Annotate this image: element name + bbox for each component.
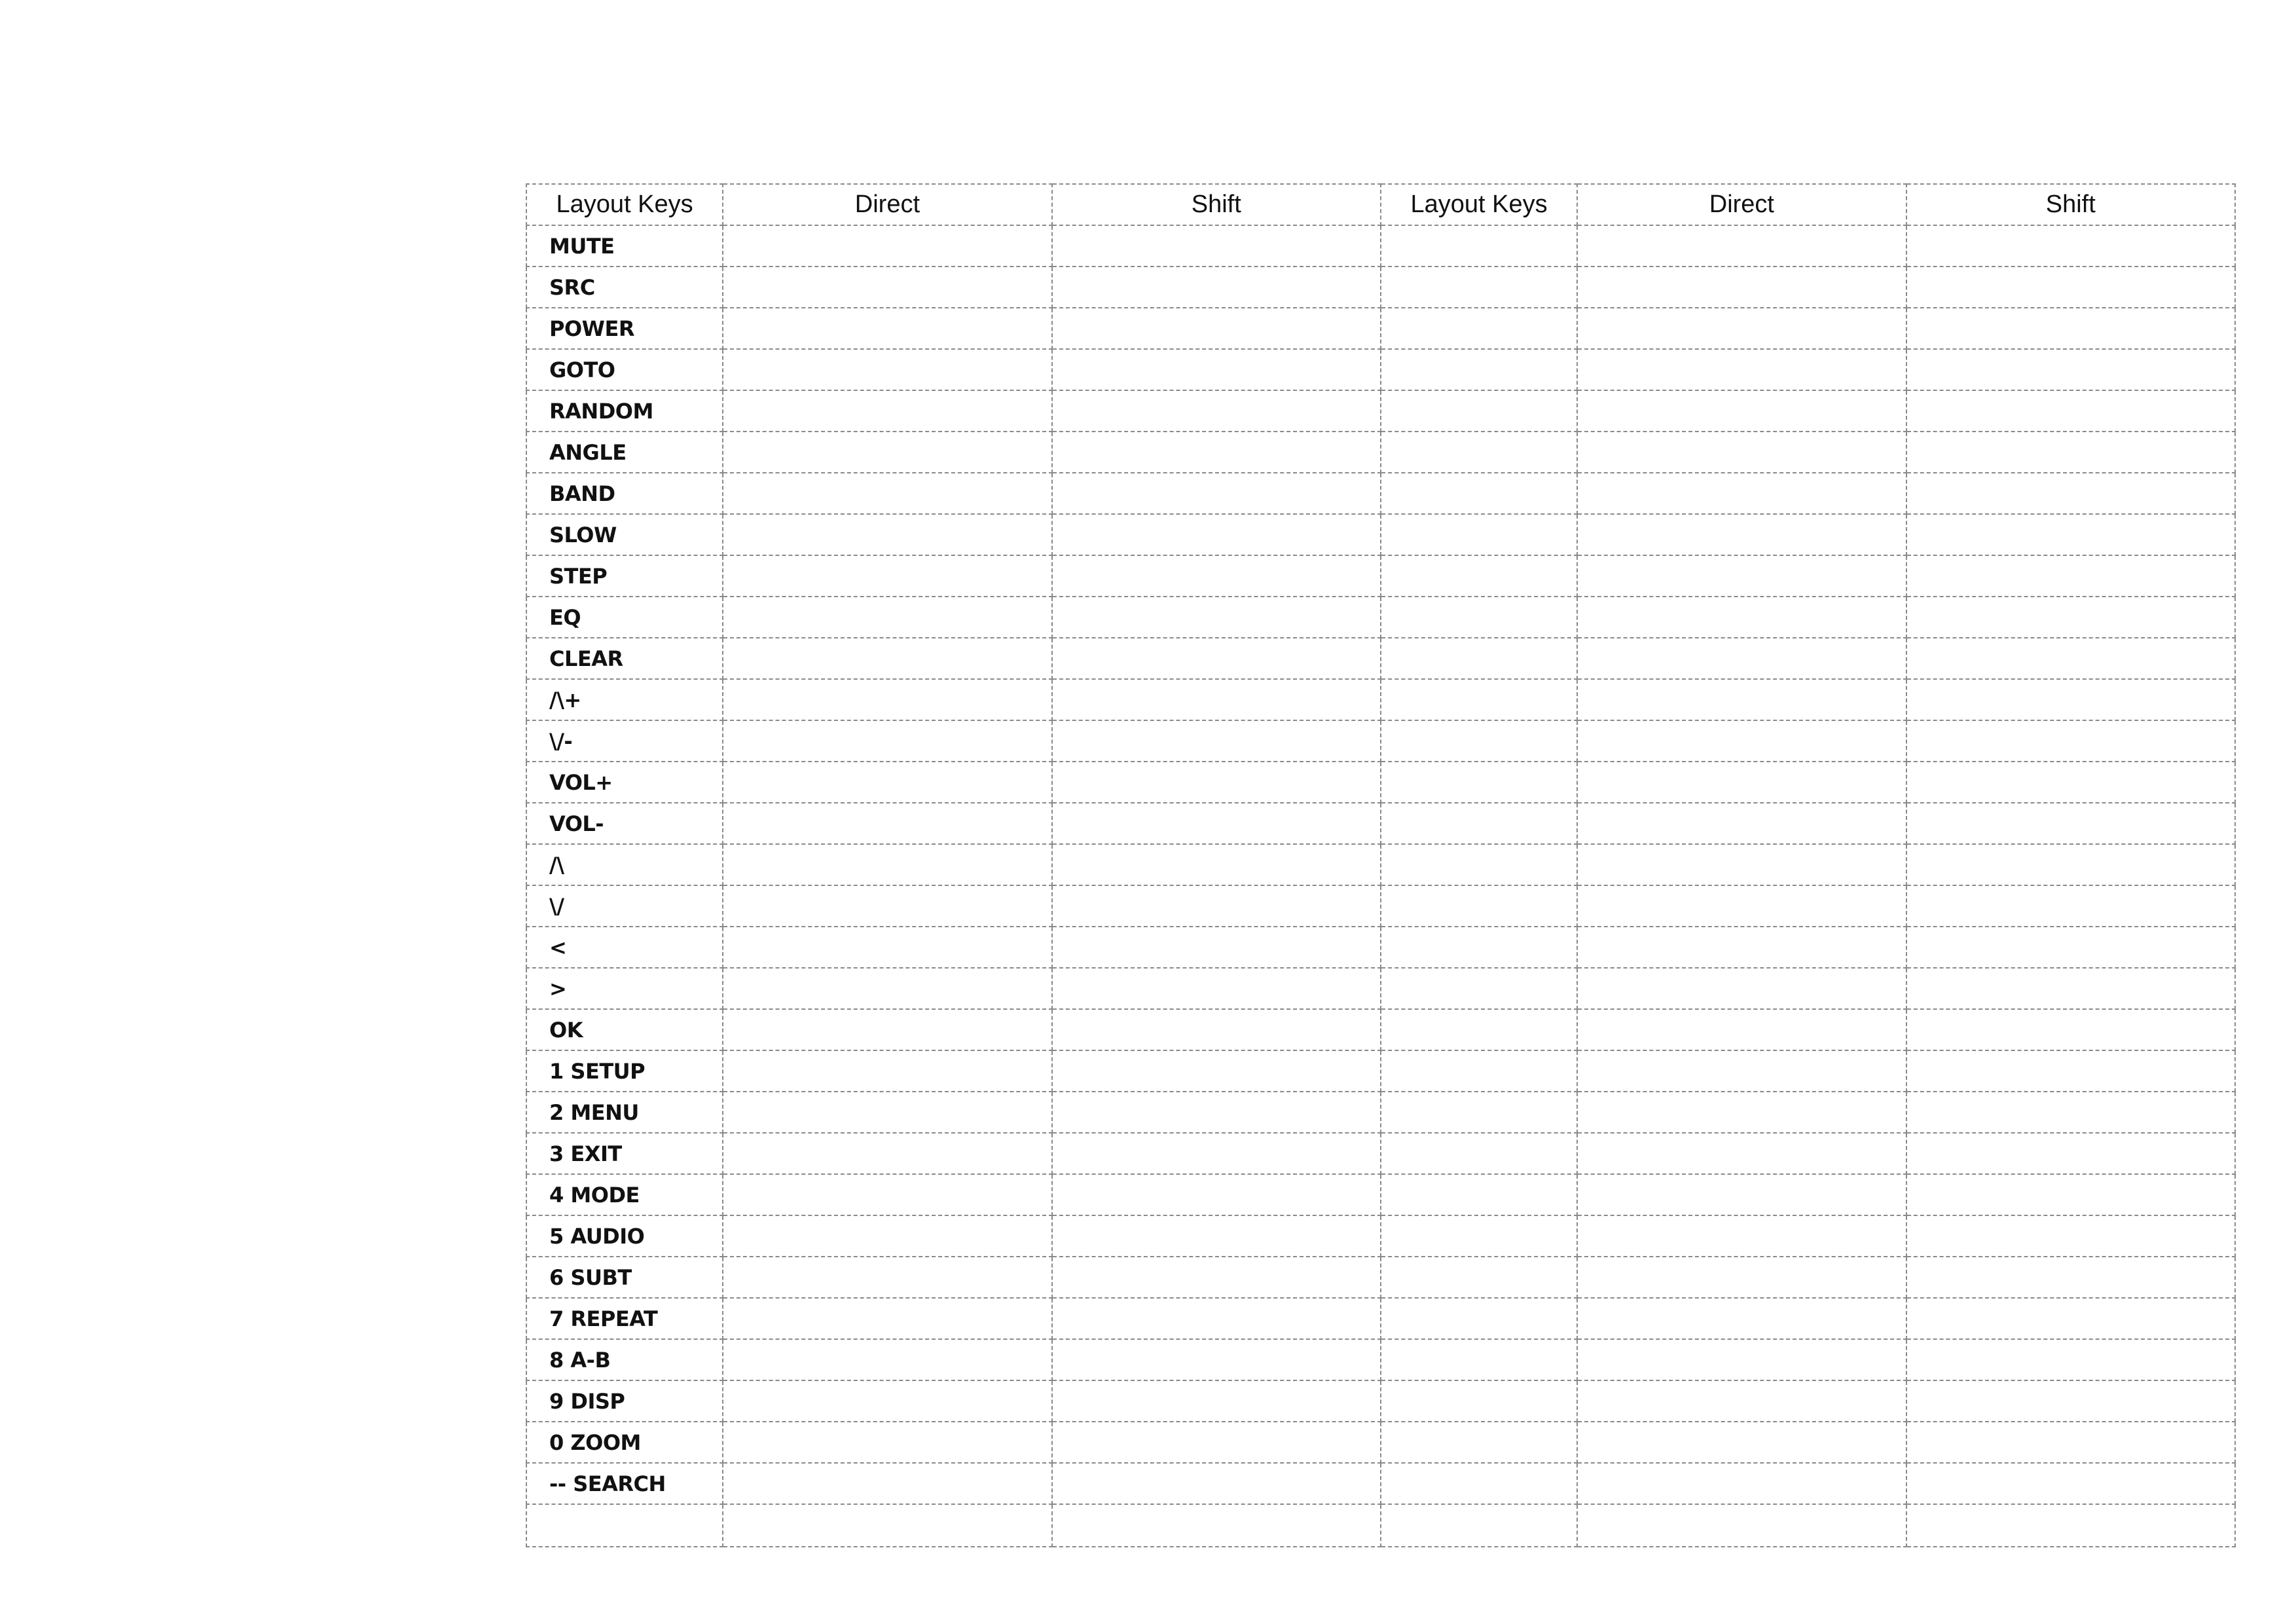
- shift-cell: [1052, 1257, 1381, 1298]
- direct-cell-2: [1577, 390, 1906, 432]
- direct-cell: [723, 1050, 1051, 1092]
- key-layout-table: [526, 183, 2236, 1547]
- shift-cell-2: [1906, 225, 2235, 267]
- header-direct-2: Direct: [1577, 184, 1906, 225]
- shift-cell: [1052, 679, 1381, 720]
- layout-key-cell-2: [1381, 1133, 1577, 1174]
- layout-key-label: \/-: [526, 720, 723, 762]
- direct-cell: [723, 1133, 1051, 1174]
- header-layout-keys-1: Layout Keys: [526, 184, 723, 225]
- layout-key-label: 8 A-B: [526, 1339, 723, 1380]
- table-row: [526, 308, 2235, 349]
- layout-key-label: SLOW: [526, 514, 723, 555]
- direct-cell-2: [1577, 473, 1906, 514]
- direct-cell-2: [1577, 1050, 1906, 1092]
- table-row: [526, 555, 2235, 597]
- direct-cell: [723, 1298, 1051, 1339]
- table-row: [526, 1092, 2235, 1133]
- direct-cell-2: [1577, 803, 1906, 844]
- shift-cell-2: [1906, 1092, 2235, 1133]
- direct-cell: [723, 308, 1051, 349]
- direct-cell-2: [1577, 597, 1906, 638]
- direct-cell-2: [1577, 1504, 1906, 1547]
- layout-key-cell-2: [1381, 1463, 1577, 1504]
- layout-key-cell-2: [1381, 1380, 1577, 1422]
- layout-key-cell-2: [1381, 597, 1577, 638]
- layout-key-cell-2: [1381, 679, 1577, 720]
- table-row: [526, 514, 2235, 555]
- layout-key-cell-2: [1381, 1174, 1577, 1215]
- layout-key-cell-2: [1381, 1339, 1577, 1380]
- direct-cell: [723, 927, 1051, 968]
- table-row: [526, 762, 2235, 803]
- layout-key-cell-2: [1381, 1009, 1577, 1050]
- layout-key-cell-2: [1381, 432, 1577, 473]
- layout-key-label: /\+: [526, 679, 723, 720]
- layout-key-label: RANDOM: [526, 390, 723, 432]
- layout-key-cell-2: [1381, 267, 1577, 308]
- shift-cell: [1052, 968, 1381, 1009]
- header-direct-1: Direct: [723, 184, 1051, 225]
- layout-key-label: >: [526, 968, 723, 1009]
- layout-key-cell-2: [1381, 1422, 1577, 1463]
- direct-cell-2: [1577, 1133, 1906, 1174]
- shift-cell: [1052, 1339, 1381, 1380]
- header-layout-keys-2: Layout Keys: [1381, 184, 1577, 225]
- layout-key-cell-2: [1381, 762, 1577, 803]
- layout-key-label: EQ: [526, 597, 723, 638]
- table-row: [526, 803, 2235, 844]
- direct-cell-2: [1577, 1339, 1906, 1380]
- direct-cell-2: [1577, 555, 1906, 597]
- shift-cell-2: [1906, 1257, 2235, 1298]
- layout-key-cell-2: [1381, 1298, 1577, 1339]
- direct-cell-2: [1577, 885, 1906, 927]
- direct-cell-2: [1577, 968, 1906, 1009]
- direct-cell: [723, 1257, 1051, 1298]
- layout-key-label: /\: [526, 844, 723, 885]
- direct-cell-2: [1577, 1422, 1906, 1463]
- layout-key-cell-2: [1381, 720, 1577, 762]
- direct-cell: [723, 1463, 1051, 1504]
- shift-cell-2: [1906, 968, 2235, 1009]
- layout-key-label: CLEAR: [526, 638, 723, 679]
- layout-key-cell-2: [1381, 308, 1577, 349]
- layout-key-label: -- SEARCH: [526, 1463, 723, 1504]
- layout-key-cell-2: [1381, 473, 1577, 514]
- shift-cell: [1052, 803, 1381, 844]
- direct-cell-2: [1577, 762, 1906, 803]
- layout-key-label: \/: [526, 885, 723, 927]
- direct-cell: [723, 1422, 1051, 1463]
- table-row: [526, 679, 2235, 720]
- shift-cell: [1052, 885, 1381, 927]
- layout-key-label: OK: [526, 1009, 723, 1050]
- direct-cell: [723, 473, 1051, 514]
- table-row: [526, 638, 2235, 679]
- shift-cell-2: [1906, 308, 2235, 349]
- shift-cell-2: [1906, 1215, 2235, 1257]
- direct-cell-2: [1577, 1463, 1906, 1504]
- shift-cell: [1052, 597, 1381, 638]
- direct-cell-2: [1577, 1009, 1906, 1050]
- shift-cell: [1052, 1504, 1381, 1547]
- table-row: [526, 720, 2235, 762]
- table-row: [526, 844, 2235, 885]
- layout-key-label: VOL+: [526, 762, 723, 803]
- table-row: [526, 267, 2235, 308]
- table-body: [526, 225, 2235, 1547]
- shift-cell-2: [1906, 349, 2235, 390]
- direct-cell-2: [1577, 1174, 1906, 1215]
- layout-key-cell-2: [1381, 1092, 1577, 1133]
- shift-cell-2: [1906, 473, 2235, 514]
- direct-cell: [723, 267, 1051, 308]
- layout-key-label: 0 ZOOM: [526, 1422, 723, 1463]
- layout-key-label: 4 MODE: [526, 1174, 723, 1215]
- layout-key-cell-2: [1381, 555, 1577, 597]
- table-row: [526, 390, 2235, 432]
- direct-cell: [723, 514, 1051, 555]
- direct-cell-2: [1577, 927, 1906, 968]
- table-row: [526, 1009, 2235, 1050]
- shift-cell-2: [1906, 1339, 2235, 1380]
- direct-cell: [723, 638, 1051, 679]
- layout-key-cell-2: [1381, 1215, 1577, 1257]
- shift-cell: [1052, 390, 1381, 432]
- layout-key-label: 3 EXIT: [526, 1133, 723, 1174]
- shift-cell-2: [1906, 803, 2235, 844]
- direct-cell-2: [1577, 349, 1906, 390]
- layout-key-cell-2: [1381, 390, 1577, 432]
- layout-key-label: 2 MENU: [526, 1092, 723, 1133]
- layout-key-label: GOTO: [526, 349, 723, 390]
- shift-cell-2: [1906, 720, 2235, 762]
- shift-cell: [1052, 1009, 1381, 1050]
- table-row: [526, 432, 2235, 473]
- table-row: [526, 885, 2235, 927]
- direct-cell: [723, 349, 1051, 390]
- layout-key-label: 7 REPEAT: [526, 1298, 723, 1339]
- shift-cell-2: [1906, 1422, 2235, 1463]
- shift-cell: [1052, 844, 1381, 885]
- layout-key-label: VOL-: [526, 803, 723, 844]
- shift-cell-2: [1906, 1463, 2235, 1504]
- direct-cell: [723, 720, 1051, 762]
- layout-key-cell-2: [1381, 1504, 1577, 1547]
- table-row: [526, 1133, 2235, 1174]
- layout-key-label: BAND: [526, 473, 723, 514]
- shift-cell: [1052, 1133, 1381, 1174]
- direct-cell: [723, 762, 1051, 803]
- direct-cell-2: [1577, 844, 1906, 885]
- layout-key-cell-2: [1381, 927, 1577, 968]
- direct-cell-2: [1577, 638, 1906, 679]
- layout-key-cell-2: [1381, 885, 1577, 927]
- table-row: [526, 968, 2235, 1009]
- table-row: [526, 927, 2235, 968]
- shift-cell-2: [1906, 555, 2235, 597]
- shift-cell: [1052, 1422, 1381, 1463]
- direct-cell-2: [1577, 1092, 1906, 1133]
- shift-cell-2: [1906, 1504, 2235, 1547]
- header-shift-1: Shift: [1052, 184, 1381, 225]
- direct-cell: [723, 1215, 1051, 1257]
- shift-cell-2: [1906, 390, 2235, 432]
- shift-cell: [1052, 762, 1381, 803]
- direct-cell-2: [1577, 432, 1906, 473]
- direct-cell-2: [1577, 679, 1906, 720]
- layout-key-label: <: [526, 927, 723, 968]
- shift-cell: [1052, 1050, 1381, 1092]
- direct-cell: [723, 390, 1051, 432]
- shift-cell: [1052, 267, 1381, 308]
- table-row: [526, 225, 2235, 267]
- table-row: [526, 1380, 2235, 1422]
- direct-cell: [723, 1009, 1051, 1050]
- header-row: [526, 184, 2235, 225]
- table-row: [526, 1298, 2235, 1339]
- shift-cell: [1052, 638, 1381, 679]
- direct-cell-2: [1577, 514, 1906, 555]
- direct-cell-2: [1577, 720, 1906, 762]
- layout-key-label: ANGLE: [526, 432, 723, 473]
- shift-cell: [1052, 1298, 1381, 1339]
- layout-key-cell-2: [1381, 514, 1577, 555]
- shift-cell-2: [1906, 679, 2235, 720]
- layout-key-cell-2: [1381, 225, 1577, 267]
- layout-key-label: [526, 1504, 723, 1547]
- layout-key-label: 6 SUBT: [526, 1257, 723, 1298]
- layout-key-label: 1 SETUP: [526, 1050, 723, 1092]
- layout-key-label: STEP: [526, 555, 723, 597]
- shift-cell-2: [1906, 885, 2235, 927]
- shift-cell-2: [1906, 514, 2235, 555]
- direct-cell: [723, 1339, 1051, 1380]
- direct-cell: [723, 225, 1051, 267]
- table-row: [526, 1215, 2235, 1257]
- shift-cell: [1052, 225, 1381, 267]
- shift-cell-2: [1906, 762, 2235, 803]
- table-row: [526, 597, 2235, 638]
- shift-cell-2: [1906, 1174, 2235, 1215]
- shift-cell: [1052, 514, 1381, 555]
- direct-cell-2: [1577, 225, 1906, 267]
- direct-cell-2: [1577, 1298, 1906, 1339]
- shift-cell: [1052, 720, 1381, 762]
- table-row: [526, 473, 2235, 514]
- shift-cell-2: [1906, 597, 2235, 638]
- shift-cell-2: [1906, 1298, 2235, 1339]
- layout-key-cell-2: [1381, 1050, 1577, 1092]
- direct-cell: [723, 1504, 1051, 1547]
- shift-cell: [1052, 1215, 1381, 1257]
- direct-cell: [723, 597, 1051, 638]
- direct-cell: [723, 885, 1051, 927]
- layout-key-cell-2: [1381, 968, 1577, 1009]
- direct-cell-2: [1577, 308, 1906, 349]
- direct-cell-2: [1577, 1215, 1906, 1257]
- direct-cell: [723, 1380, 1051, 1422]
- layout-key-cell-2: [1381, 844, 1577, 885]
- shift-cell-2: [1906, 638, 2235, 679]
- shift-cell-2: [1906, 844, 2235, 885]
- layout-key-cell-2: [1381, 349, 1577, 390]
- direct-cell: [723, 1092, 1051, 1133]
- layout-key-label: MUTE: [526, 225, 723, 267]
- shift-cell-2: [1906, 927, 2235, 968]
- direct-cell-2: [1577, 1257, 1906, 1298]
- shift-cell: [1052, 1092, 1381, 1133]
- table-row: [526, 1422, 2235, 1463]
- direct-cell: [723, 1174, 1051, 1215]
- table-row: [526, 1050, 2235, 1092]
- layout-key-label: POWER: [526, 308, 723, 349]
- shift-cell-2: [1906, 1133, 2235, 1174]
- shift-cell: [1052, 1380, 1381, 1422]
- table-row: [526, 1504, 2235, 1547]
- layout-key-cell-2: [1381, 803, 1577, 844]
- layout-key-label: 9 DISP: [526, 1380, 723, 1422]
- direct-cell: [723, 555, 1051, 597]
- shift-cell: [1052, 927, 1381, 968]
- direct-cell: [723, 844, 1051, 885]
- direct-cell: [723, 679, 1051, 720]
- shift-cell: [1052, 1174, 1381, 1215]
- shift-cell: [1052, 349, 1381, 390]
- table-row: [526, 349, 2235, 390]
- layout-key-label: SRC: [526, 267, 723, 308]
- layout-key-label: 5 AUDIO: [526, 1215, 723, 1257]
- direct-cell: [723, 968, 1051, 1009]
- direct-cell-2: [1577, 1380, 1906, 1422]
- direct-cell: [723, 803, 1051, 844]
- shift-cell-2: [1906, 1009, 2235, 1050]
- shift-cell-2: [1906, 1050, 2235, 1092]
- shift-cell: [1052, 308, 1381, 349]
- layout-key-cell-2: [1381, 638, 1577, 679]
- direct-cell: [723, 432, 1051, 473]
- layout-key-cell-2: [1381, 1257, 1577, 1298]
- table-row: [526, 1463, 2235, 1504]
- shift-cell-2: [1906, 267, 2235, 308]
- header-shift-2: Shift: [1906, 184, 2235, 225]
- table-row: [526, 1257, 2235, 1298]
- direct-cell-2: [1577, 267, 1906, 308]
- table-row: [526, 1339, 2235, 1380]
- shift-cell-2: [1906, 1380, 2235, 1422]
- table-row: [526, 1174, 2235, 1215]
- shift-cell: [1052, 473, 1381, 514]
- shift-cell: [1052, 555, 1381, 597]
- shift-cell: [1052, 1463, 1381, 1504]
- shift-cell-2: [1906, 432, 2235, 473]
- shift-cell: [1052, 432, 1381, 473]
